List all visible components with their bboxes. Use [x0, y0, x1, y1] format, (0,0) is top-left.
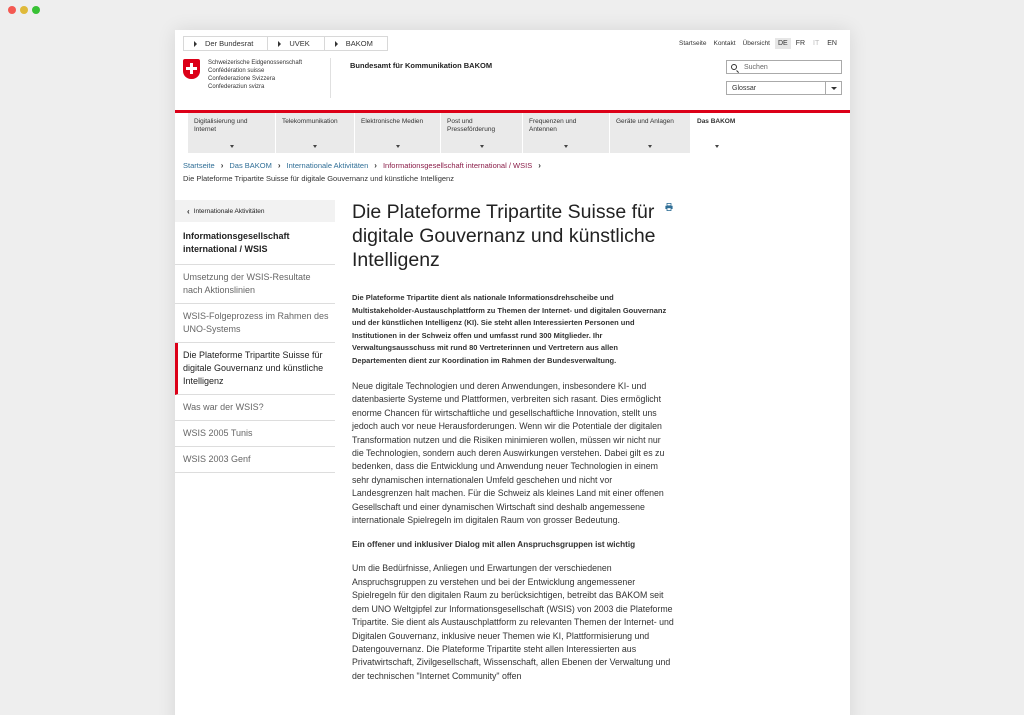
link-kontakt[interactable]: Kontakt	[713, 40, 736, 47]
chevron-down-icon	[396, 145, 400, 148]
chevron-down-icon	[648, 145, 652, 148]
search-placeholder: Suchen	[744, 63, 768, 71]
federal-crumb-bakom[interactable]	[325, 37, 387, 50]
office-name: Bundesamt für Kommunikation BAKOM	[350, 61, 493, 70]
sidebar-item-wsis-2003[interactable]: WSIS 2003 Genf	[175, 447, 335, 473]
federal-name-it: Confederazione Svizzera	[208, 76, 276, 82]
chevron-down-icon	[564, 145, 568, 148]
sidebar-item-wsis-2005[interactable]: WSIS 2005 Tunis	[175, 421, 335, 447]
chevron-down-icon	[715, 145, 719, 148]
federal-name-rm: Confederaziun svizra	[208, 84, 265, 90]
body-paragraph-2: Um die Bedürfnisse, Anliegen und Erwartungen der verschiedenen Anspruchsgruppen zu verstehen und bei der Entwicklung angemessener Spielregeln für den digitalen Raum zu berücksichtigen, betreibt das BAKOM seit dem UNO Weltgipfel zur Informationsgesellschaft (WSIS) von 2003 die Plateforme Tripartite. Sie dient als Austauschplattform zu relevanten Themen der Internet- und Digitalen Gouvernanz, inklusive neuer Themen wie KI, Plattformisierung und Datengouvernanz. Die Plateforme Tripartite steht allen Interessierten aus Privatwirtschaft, Zivilgesellschaft, Wissenschaft, allen Ebenen der Verwaltung und der technischen "Internet Community" offen	[352, 563, 674, 681]
main-content	[352, 200, 674, 683]
chevron-right-icon: ›	[538, 161, 541, 170]
federal-logo[interactable]	[183, 59, 302, 91]
federal-names	[208, 59, 302, 91]
nav-post[interactable]	[441, 113, 523, 153]
federal-breadcrumb	[183, 36, 388, 51]
nav-label: Post und Presseförderung	[447, 118, 496, 133]
nav-label: Frequenzen und Antennen	[529, 118, 577, 133]
language-switcher	[775, 38, 840, 49]
page-title: Die Plateforme Tripartite Suisse für digitale Gouvernanz und künstliche Intelligenz	[352, 201, 656, 271]
utility-nav	[679, 40, 770, 47]
lang-de[interactable]: DE	[775, 38, 791, 49]
glossar-select[interactable]	[726, 81, 842, 95]
lead-paragraph: Die Plateforme Tripartite dient als nationale Informationsdrehscheibe und Multistakeholder-Austauschplattform zu Themen der Internet- und digitalen Gouvernanz und der künstlichen Intelligenz (KI). Sie steht allen Interessierten Personen und Institutionen in der Schweiz offen und umfasst rund 300 Mitglieder. Ihr Verwaltungsausschuss mit rund 80 Vertreterinnen und Vertretern aus allen Departementen dient zur Koordination im Rahmen der Bundesverwaltung.	[352, 293, 667, 365]
sidebar-back-link[interactable]	[175, 200, 335, 222]
nav-label: Telekommunikation	[282, 118, 338, 125]
sidebar-item-plateforme[interactable]: Die Plateforme Tripartite Suisse für digitale Gouvernanz und künstliche Intelligenz	[175, 343, 335, 395]
web-page	[175, 30, 850, 715]
triangle-right-icon	[278, 41, 281, 47]
swiss-shield-icon	[183, 59, 200, 79]
nav-telekommunikation[interactable]	[276, 113, 355, 153]
chevron-down-icon	[313, 145, 317, 148]
glossar-label: Glossar	[732, 84, 757, 92]
sidebar-back-label: Internationale Aktivitäten	[193, 207, 265, 215]
chevron-right-icon: ›	[277, 161, 281, 170]
sidebar-heading[interactable]: Informationsgesellschaft international / WSIS	[175, 222, 335, 265]
crumb-label: UVEK	[289, 39, 310, 48]
search-input[interactable]	[726, 60, 842, 74]
federal-name-fr: Confédération suisse	[208, 68, 265, 74]
nav-label: Das BAKOM	[697, 118, 736, 125]
nav-das-bakom[interactable]	[691, 113, 743, 153]
crumb-label: Der Bundesrat	[205, 39, 254, 48]
triangle-right-icon	[194, 41, 197, 47]
sidebar	[175, 200, 335, 473]
federal-crumb-uvek[interactable]	[268, 37, 324, 50]
nav-label: Geräte und Anlagen	[616, 118, 674, 125]
close-window-button[interactable]	[8, 6, 16, 14]
sidebar-item-folgeprozess[interactable]: WSIS-Folgeprozess im Rahmen des UNO-Systems	[175, 304, 335, 343]
chevron-down-icon	[825, 82, 841, 94]
nav-frequenzen[interactable]	[523, 113, 610, 153]
sidebar-item-was-war-wsis[interactable]: Was war der WSIS?	[175, 395, 335, 421]
breadcrumb-das-bakom[interactable]: Das BAKOM	[229, 161, 272, 170]
chevron-left-icon: ‹	[187, 206, 190, 216]
section-heading: Ein offener und inklusiver Dialog mit allen Anspruchsgruppen ist wichtig	[352, 540, 636, 550]
nav-digitalisierung[interactable]	[188, 113, 276, 153]
minimize-window-button[interactable]	[20, 6, 28, 14]
chevron-right-icon: ›	[220, 161, 224, 170]
header-divider	[330, 58, 331, 98]
lang-it: IT	[813, 40, 820, 47]
chevron-down-icon	[230, 145, 234, 148]
search-icon	[731, 64, 737, 70]
crumb-label: BAKOM	[345, 39, 373, 48]
breadcrumb	[183, 161, 547, 170]
sidebar-item-umsetzung[interactable]: Umsetzung der WSIS-Resultate nach Aktionslinien	[175, 265, 335, 304]
breadcrumb-internationale-aktivitaeten[interactable]: Internationale Aktivitäten	[286, 161, 369, 170]
breadcrumb-wsis[interactable]: Informationsgesellschaft international / WSIS	[382, 161, 533, 170]
federal-crumb-bundesrat[interactable]	[184, 37, 268, 50]
nav-geraete[interactable]	[610, 113, 691, 153]
chevron-down-icon	[480, 145, 484, 148]
nav-label: Elektronische Medien	[361, 118, 424, 125]
lang-en[interactable]: EN	[827, 40, 837, 47]
federal-name-de: Schweizerische Eidgenossenschaft	[208, 60, 303, 66]
lang-fr[interactable]: FR	[795, 40, 806, 47]
maximize-window-button[interactable]	[32, 6, 40, 14]
triangle-right-icon	[335, 41, 338, 47]
link-uebersicht[interactable]: Übersicht	[742, 40, 770, 47]
nav-label: Digitalisierung und Internet	[194, 118, 248, 133]
link-startseite[interactable]: Startseite	[679, 40, 707, 47]
breadcrumb-startseite[interactable]: Startseite	[183, 161, 215, 170]
chevron-right-icon: ›	[374, 161, 377, 170]
main-nav	[188, 113, 743, 153]
window-titlebar	[0, 0, 1024, 20]
breadcrumb-current: Die Plateforme Tripartite Suisse für digitale Gouvernanz und künstliche Intelligenz	[183, 174, 454, 183]
nav-elektronische-medien[interactable]	[355, 113, 441, 153]
body-paragraph-1: Neue digitale Technologien und deren Anwendungen, insbesondere KI- und datenbasierte Systeme und Plattformen, verbreiten sich rasant. Dies ermöglicht enorme Chancen für wirtschaftliche und gesellschaftliche Innovation, stellt uns jedoch auch vor neue Herausforderungen. Wenn wir die Potentiale der digitalen Transformation nutzen und die Risiken minimieren wollen, müssen wir nicht nur die Technologien, sondern auch deren Auswirkungen verstehen. Dabei gilt es zu bedenken, dass die Entwicklung und Anwendung neuer Technologien in einem sehr dynamischen internationalen Umfeld geschehen und nicht vor Landesgrenzen halt machen. Für die Schweiz als kleines Land mit einer offenen Gesellschaft und einer dynamischen Wirtschaft sind deshalb angemessene internationale Spielregeln im digitalen Raum von grosser Bedeutung.	[352, 381, 665, 526]
